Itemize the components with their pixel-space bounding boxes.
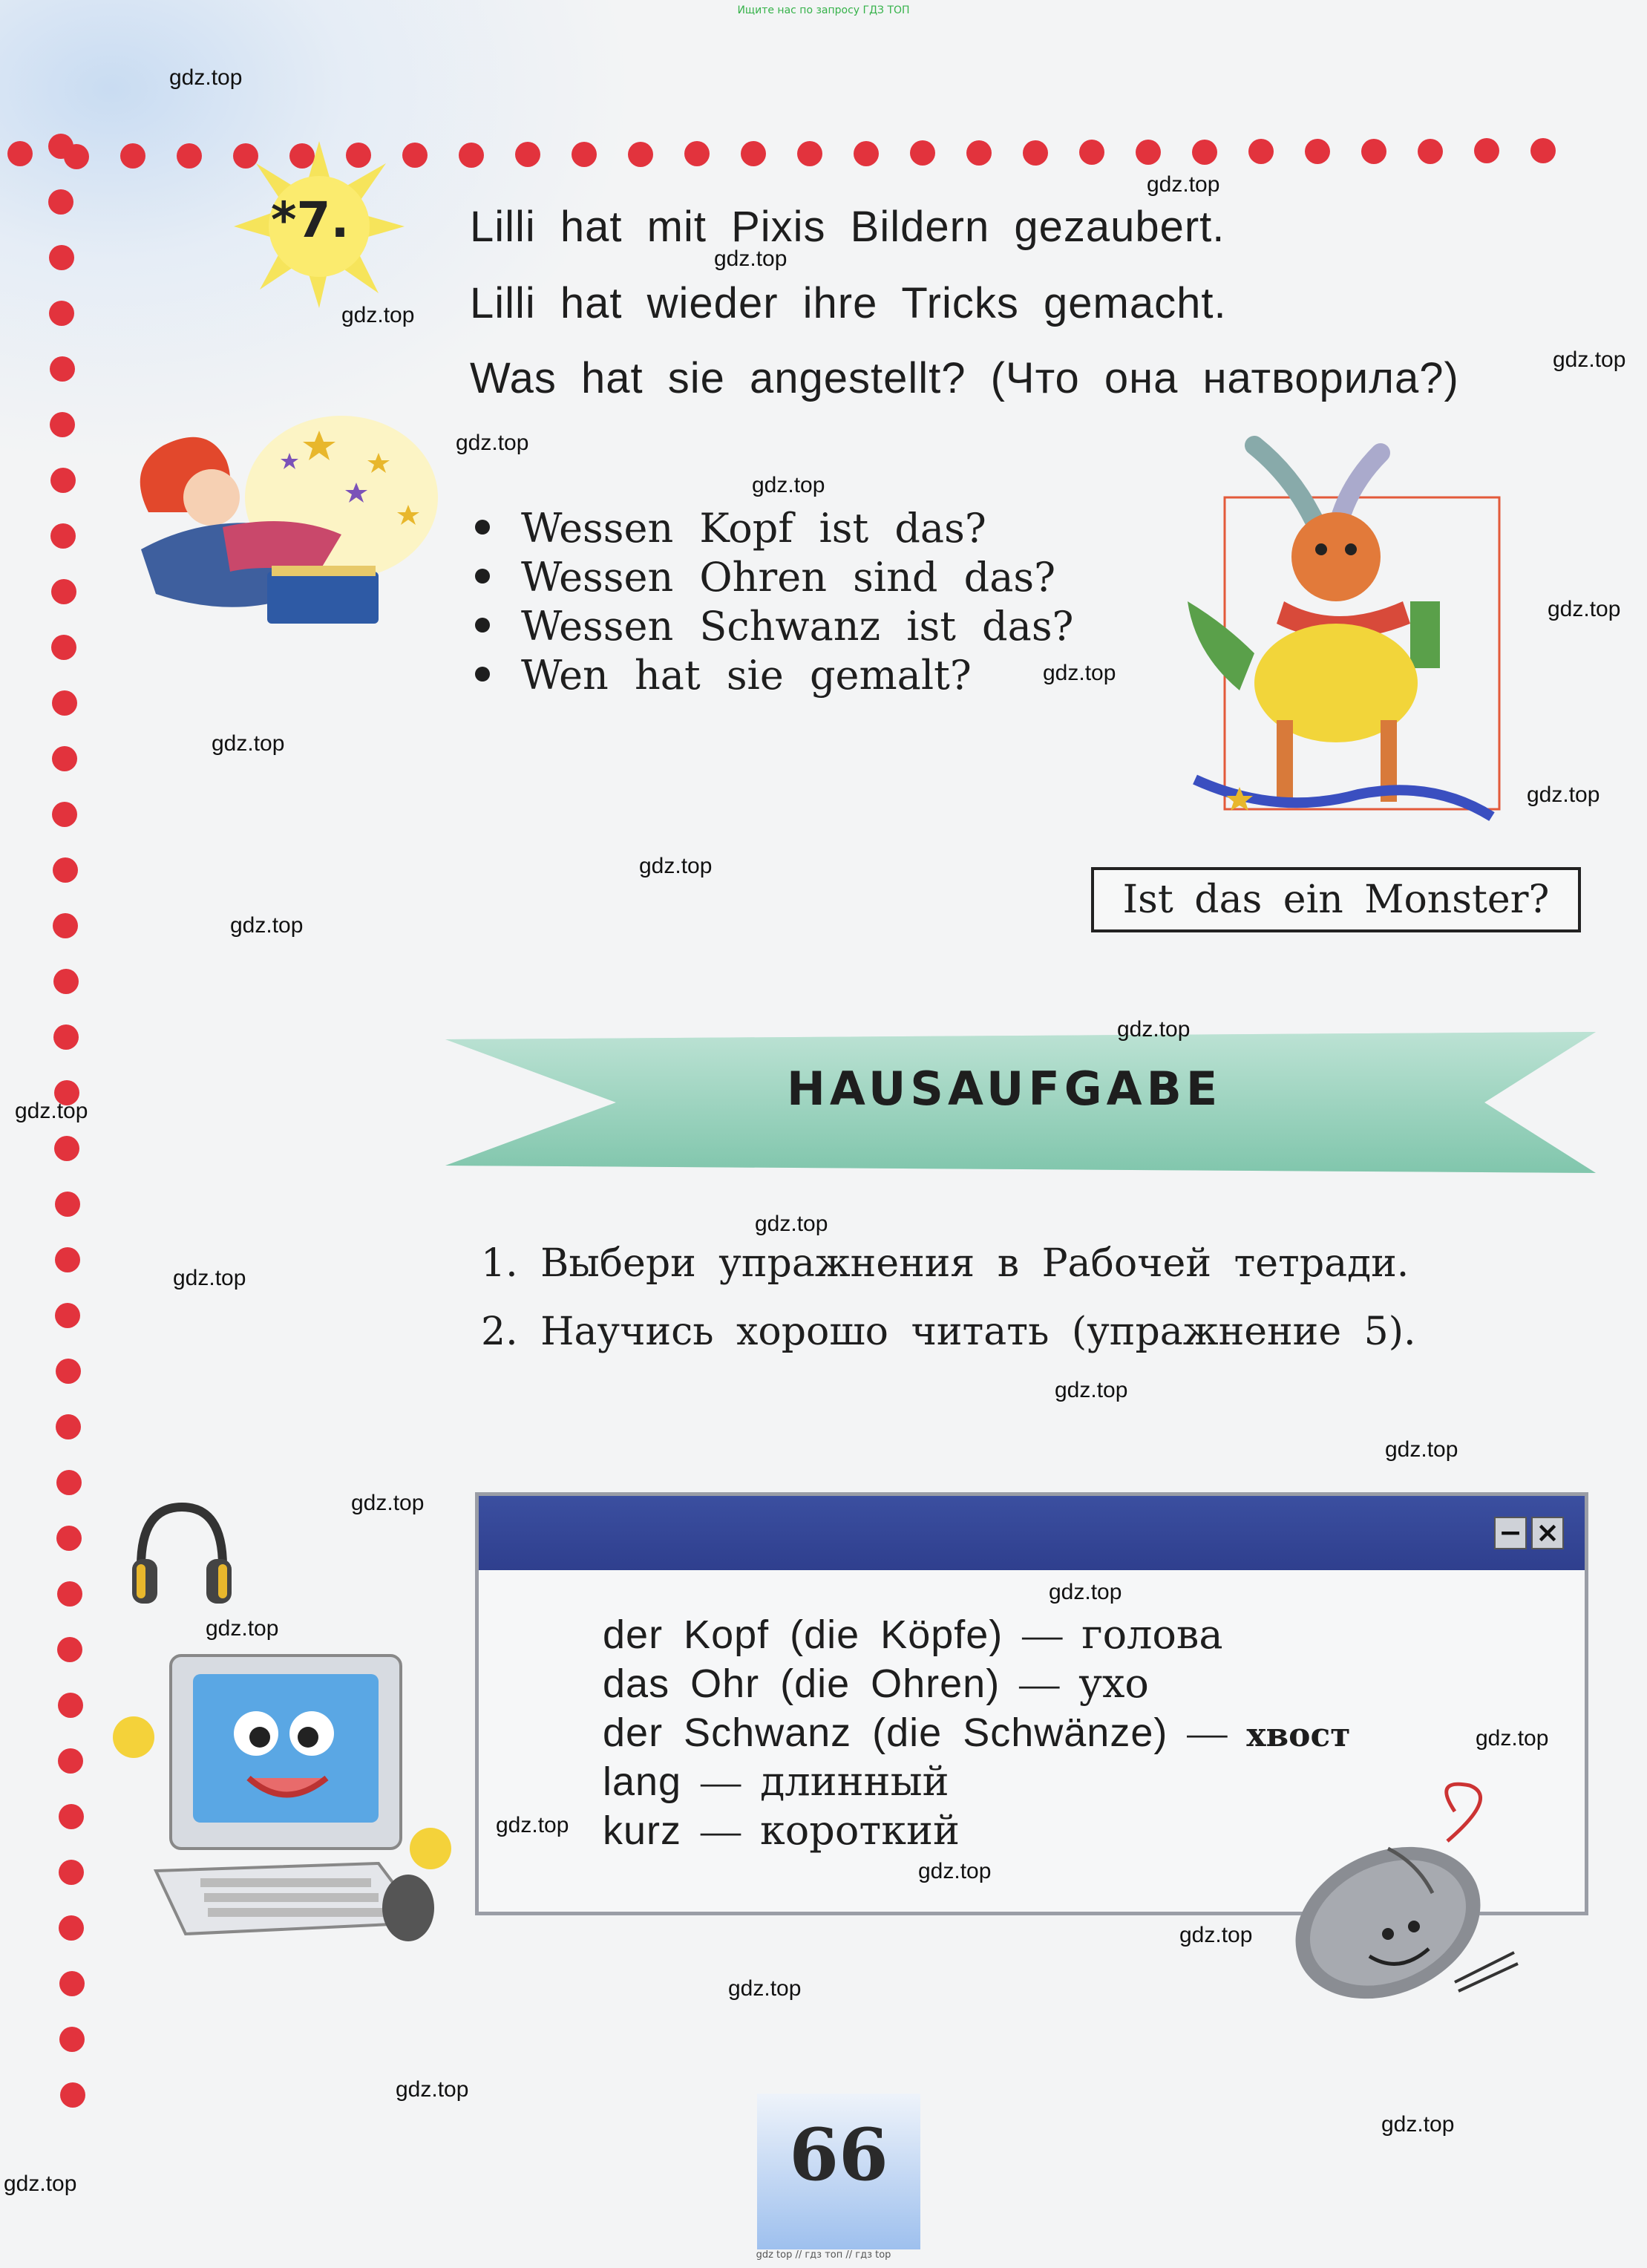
watermark: gdz.top <box>1049 1580 1122 1604</box>
vocab-russian: хвост <box>1246 1716 1351 1754</box>
border-dot <box>797 141 822 166</box>
border-dot <box>56 1414 81 1439</box>
border-dot <box>1530 138 1556 163</box>
minimize-button[interactable]: − <box>1494 1517 1527 1549</box>
watermark: gdz.top <box>755 1212 828 1236</box>
watermark: gdz.top <box>1527 782 1600 807</box>
vocab-dash: — <box>701 1808 741 1853</box>
border-dot <box>741 141 766 166</box>
vocab-german: lang <box>603 1759 682 1804</box>
watermark: gdz.top <box>396 2077 469 2102</box>
witch-girl-illustration <box>96 401 453 638</box>
vocab-entry <box>603 1709 1351 1756</box>
border-dot <box>1474 138 1499 163</box>
monster-question-box: Ist das ein Monster? <box>1091 867 1581 932</box>
border-dot <box>55 1247 80 1272</box>
border-dot <box>59 1971 85 1996</box>
question-2: Wessen Ohren sind das? <box>475 554 1055 601</box>
intro-line-3: Was hat sie angestellt? (Что она натворила?) <box>470 354 1459 402</box>
vocab-entry <box>603 1611 1223 1658</box>
border-dot <box>515 142 540 167</box>
border-dot <box>49 301 74 326</box>
border-dot <box>53 1024 79 1050</box>
mouse-character-illustration <box>1277 1782 1529 1997</box>
border-dot <box>52 746 77 771</box>
border-dot <box>628 142 653 167</box>
border-dot <box>177 143 202 169</box>
bullet-icon <box>475 667 490 682</box>
watermark: gdz.top <box>456 431 529 455</box>
homework-task-2: 2. Научись хорошо читать (упражнение 5). <box>481 1310 1416 1354</box>
watermark: gdz.top <box>714 246 788 271</box>
watermark: gdz.top <box>15 1099 88 1123</box>
border-dot <box>48 134 73 159</box>
border-dot <box>59 1915 84 1941</box>
watermark: gdz.top <box>1179 1923 1253 1947</box>
header-note: Ищите нас по запросу ГДЗ ТОП <box>737 4 910 16</box>
intro-line-1: Lilli hat mit Pixis Bildern gezaubert. <box>470 203 1225 251</box>
homework-task-1: 1. Выбери упражнения в Рабочей тетради. <box>481 1241 1409 1286</box>
vocab-russian: ухо <box>1078 1660 1149 1707</box>
homework-title: HAUSAUFGABE <box>787 1062 1222 1116</box>
border-dot <box>1023 140 1048 166</box>
border-dot <box>1418 139 1443 164</box>
border-dot <box>53 969 79 994</box>
border-dot <box>55 1192 80 1217</box>
watermark: gdz.top <box>212 731 285 756</box>
border-dot <box>50 468 76 493</box>
watermark: gdz.top <box>351 1491 425 1515</box>
border-dot <box>52 802 77 827</box>
border-dot <box>1079 140 1104 165</box>
border-dot <box>60 2082 85 2108</box>
watermark: gdz.top <box>1381 2112 1455 2137</box>
vocab-entry <box>603 1660 1149 1707</box>
vocab-entry <box>603 1758 949 1805</box>
vocab-dash: — <box>1022 1612 1063 1657</box>
border-dot <box>7 141 33 166</box>
close-button[interactable]: × <box>1531 1517 1564 1549</box>
footer-note: gdz top // гдз топ // гдз top <box>756 2249 891 2261</box>
border-dot <box>1192 140 1217 165</box>
computer-character-illustration <box>111 1641 468 1952</box>
watermark: gdz.top <box>173 1266 246 1290</box>
border-dot <box>1361 139 1386 164</box>
question-3: Wessen Schwanz ist das? <box>475 603 1073 650</box>
border-dot <box>120 143 145 169</box>
border-dot <box>56 1470 82 1495</box>
question-4: Wen hat sie gemalt? <box>475 652 972 699</box>
border-dot <box>49 245 74 270</box>
vocab-dash: — <box>1187 1710 1228 1755</box>
watermark: gdz.top <box>1147 172 1220 197</box>
border-dot <box>684 141 710 166</box>
watermark: gdz.top <box>1476 1726 1549 1751</box>
watermark: gdz.top <box>341 303 415 327</box>
border-dot <box>966 140 992 166</box>
dotted-border-left <box>41 134 85 2175</box>
watermark: gdz.top <box>1548 597 1621 621</box>
border-dot <box>59 1860 84 1885</box>
border-dot <box>48 189 73 215</box>
border-dot <box>1248 139 1274 164</box>
border-dot <box>459 143 484 168</box>
border-dot <box>56 1359 81 1384</box>
watermark: gdz.top <box>496 1813 569 1837</box>
border-dot <box>1305 139 1330 164</box>
bullet-icon <box>475 569 490 584</box>
watermark: gdz.top <box>206 1616 279 1641</box>
watermark: gdz.top <box>639 854 713 878</box>
page-number: 66 <box>757 2094 920 2249</box>
bullet-icon <box>475 520 490 535</box>
border-dot <box>1136 140 1161 165</box>
border-dot <box>57 1581 82 1607</box>
border-dot <box>50 523 76 549</box>
watermark: gdz.top <box>1117 1017 1191 1042</box>
watermark: gdz.top <box>752 473 825 497</box>
vocab-russian: длинный <box>760 1758 949 1805</box>
border-dot <box>854 141 879 166</box>
vocab-russian: голова <box>1081 1611 1223 1658</box>
border-dot <box>58 1748 83 1774</box>
bullet-icon <box>475 618 490 633</box>
border-dot <box>57 1637 82 1662</box>
watermark: gdz.top <box>1385 1437 1458 1462</box>
border-dot <box>54 1136 79 1161</box>
border-dot <box>55 1303 80 1328</box>
border-dot <box>910 140 935 166</box>
watermark: gdz.top <box>1553 347 1626 372</box>
headphones-icon <box>126 1496 238 1607</box>
border-dot <box>52 690 77 716</box>
border-dot <box>59 2027 85 2052</box>
border-dot <box>50 412 75 437</box>
vocab-german: das Ohr (die Ohren) <box>603 1661 1001 1706</box>
watermark: gdz.top <box>918 1859 992 1883</box>
border-dot <box>50 356 75 382</box>
vocab-german: der Schwanz (die Schwänze) <box>603 1710 1168 1755</box>
watermark: gdz.top <box>728 1976 802 2001</box>
border-dot <box>53 857 78 883</box>
border-dot <box>56 1526 82 1551</box>
watermark: gdz.top <box>1055 1378 1128 1402</box>
window-title-bar <box>479 1496 1585 1570</box>
border-dot <box>59 1804 84 1829</box>
border-dot <box>58 1693 83 1718</box>
vocab-dash: — <box>1019 1661 1060 1706</box>
vocab-german: der Kopf (die Köpfe) <box>603 1612 1003 1657</box>
border-dot <box>51 579 76 604</box>
vocab-russian: короткий <box>760 1807 960 1854</box>
exercise-number: *7. <box>271 192 350 249</box>
border-dot <box>53 913 78 938</box>
vocab-german: kurz <box>603 1808 682 1853</box>
watermark: gdz.top <box>1043 661 1116 685</box>
watermark: gdz.top <box>169 65 243 90</box>
intro-line-2: Lilli hat wieder ihre Tricks gemacht. <box>470 279 1227 327</box>
question-1: Wessen Kopf ist das? <box>475 505 986 552</box>
watermark: gdz.top <box>230 913 304 938</box>
monster-illustration <box>1165 431 1514 846</box>
border-dot <box>572 142 597 167</box>
vocab-entry <box>603 1807 960 1854</box>
watermark: gdz.top <box>4 2171 77 2196</box>
vocab-dash: — <box>701 1759 741 1804</box>
border-dot <box>51 635 76 660</box>
